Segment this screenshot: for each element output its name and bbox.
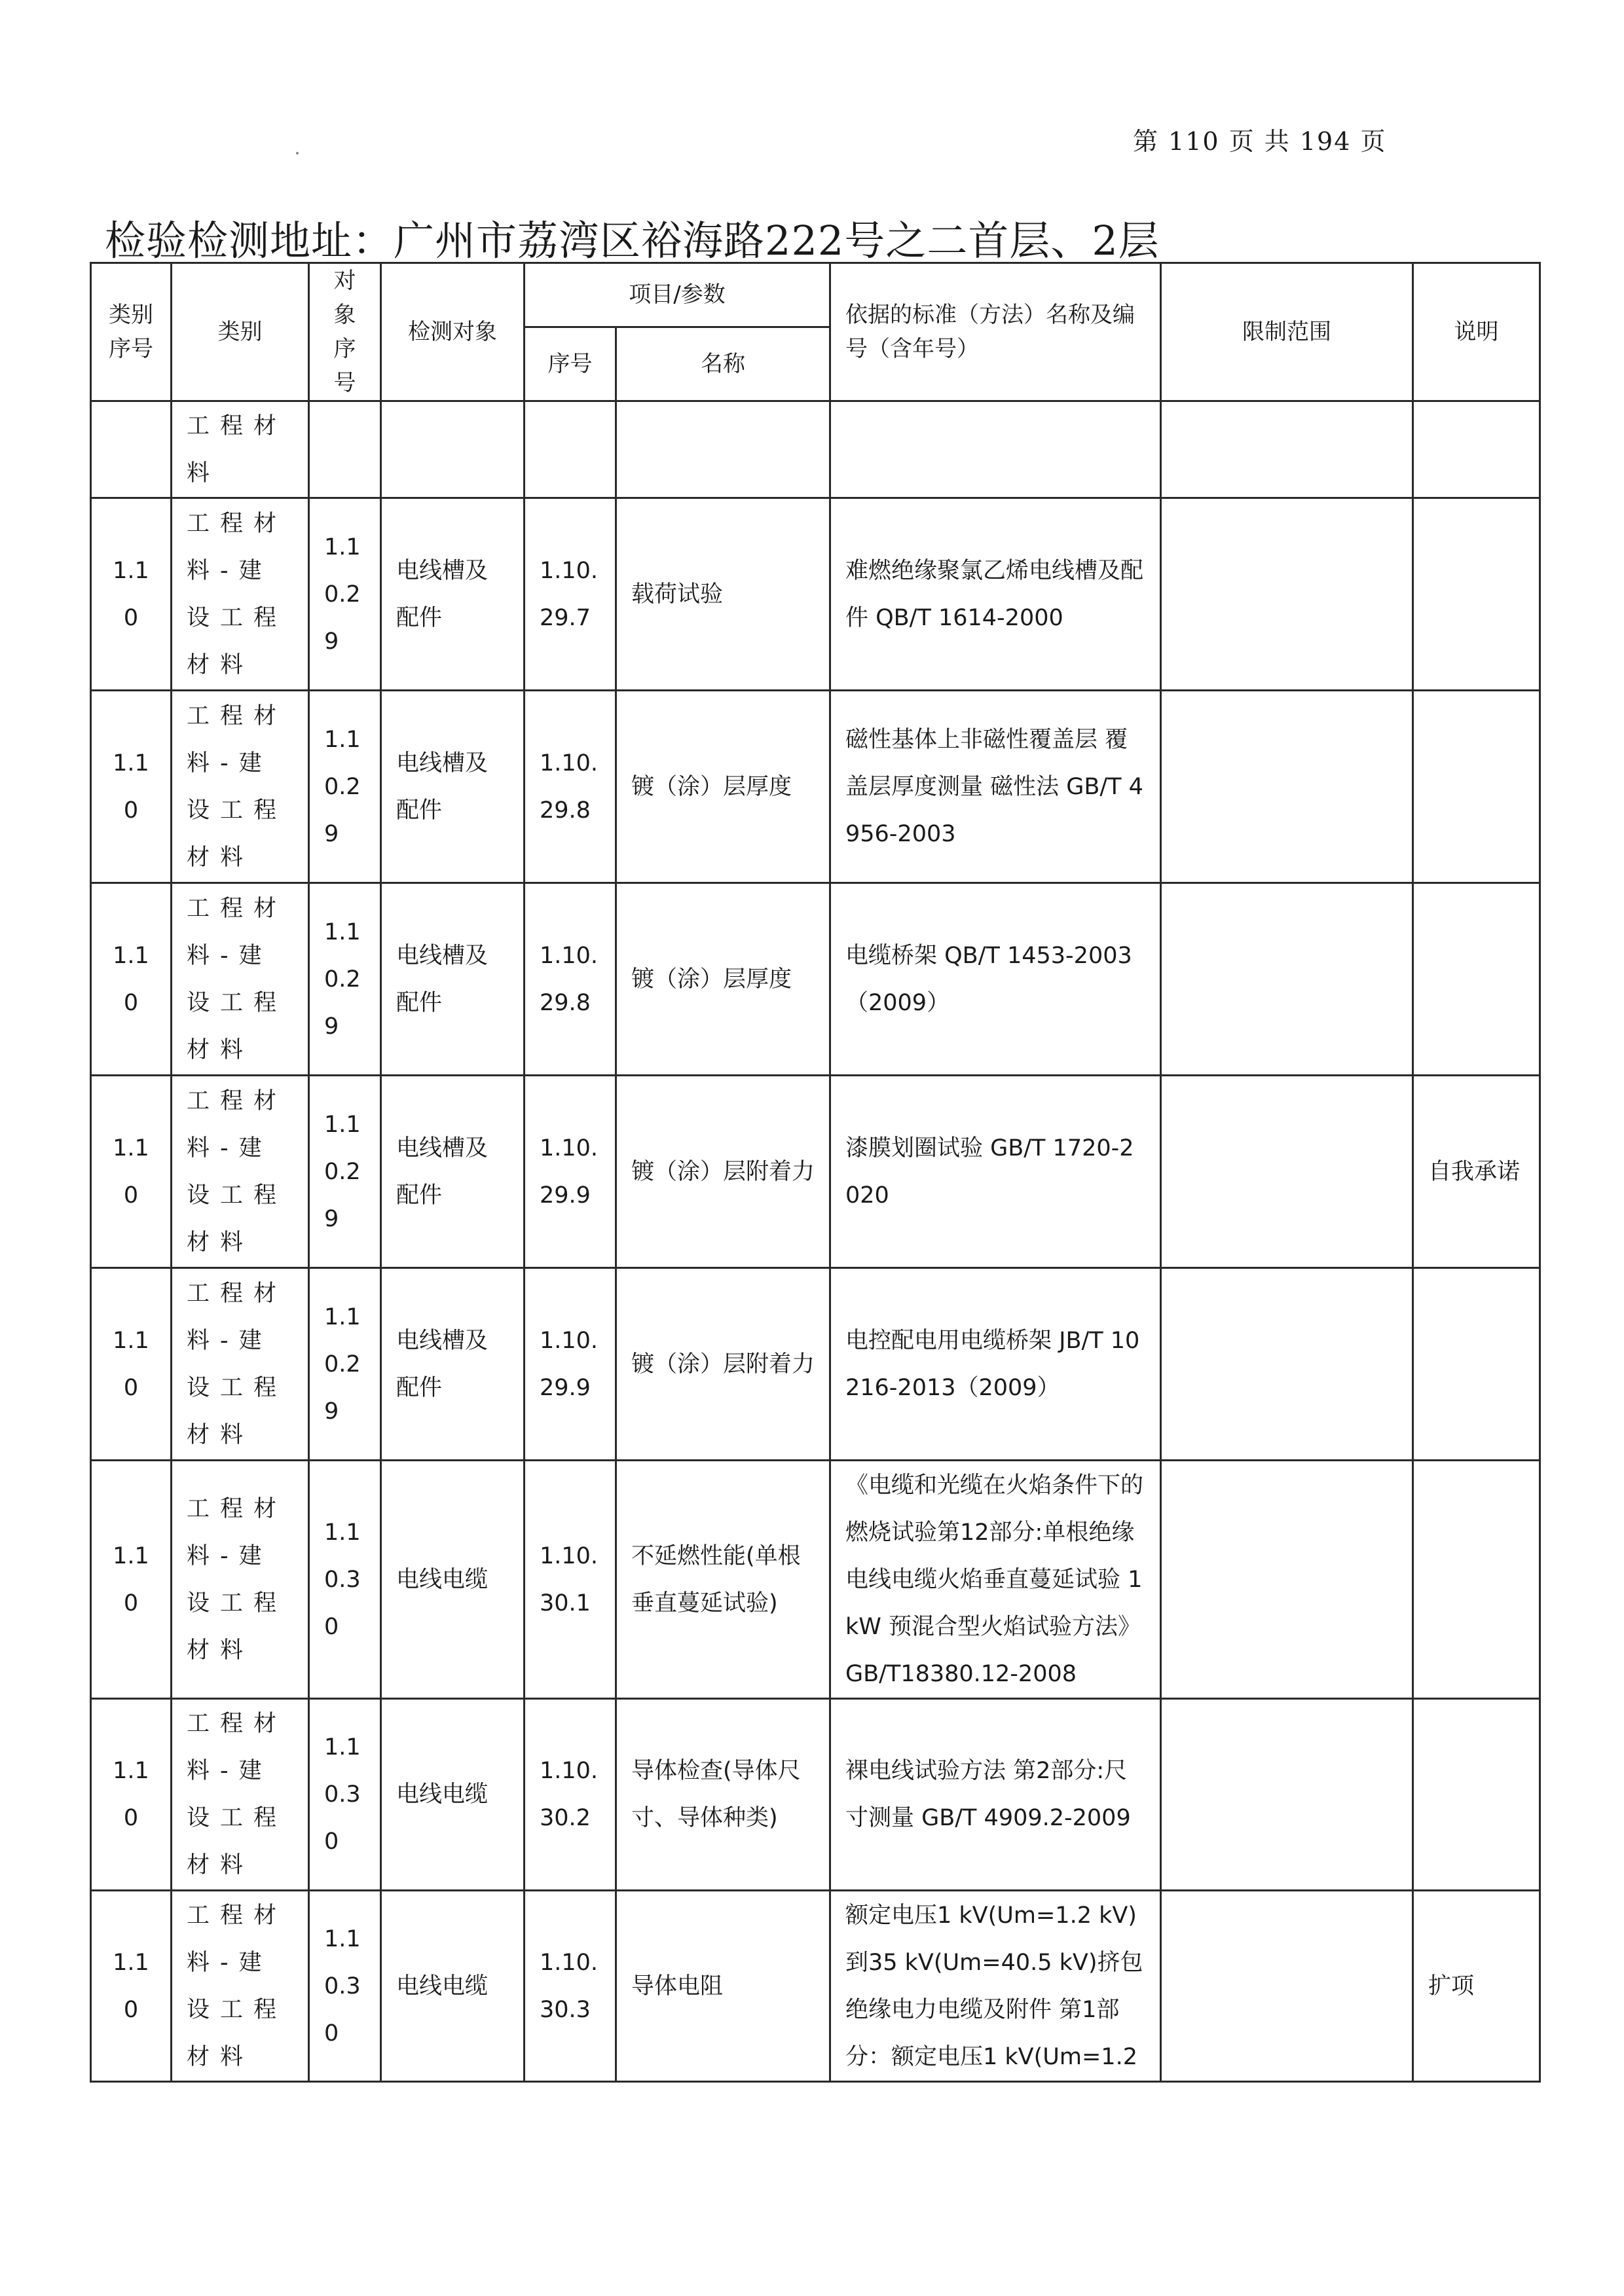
table-row: [91, 883, 1540, 1076]
table-row: [91, 401, 1540, 498]
header-cat-no: 类别序号: [91, 263, 172, 401]
header-note: 说明: [1413, 263, 1540, 401]
table-row: [91, 1461, 1540, 1699]
cell-note: [1413, 1268, 1540, 1461]
cell-limit: [1161, 401, 1413, 498]
cell-object: 电线槽及配件: [381, 1076, 525, 1268]
cell-object: [381, 401, 525, 498]
header-param-group: 项目/参数: [525, 263, 830, 327]
cell-obj-no: 1.10.30: [309, 1699, 381, 1891]
cell-cat-no: 1.10: [91, 1076, 172, 1268]
cell-param-no: [525, 401, 616, 498]
cell-obj-no: 1.10.29: [309, 498, 381, 691]
cell-category: 工程材料-建设工程材料: [172, 1891, 309, 2082]
cell-param-no: 1.10.29.7: [525, 498, 616, 691]
cell-note: [1413, 498, 1540, 691]
address-title: 检验检测地址：广州市荔湾区裕海路222号之二首层、2层: [105, 217, 1160, 264]
cell-standard: 裸电线试验方法 第2部分:尺寸测量 GB/T 4909.2-2009: [830, 1699, 1161, 1891]
cell-param-no: 1.10.29.8: [525, 691, 616, 883]
table-row: [91, 1891, 1540, 2082]
cell-obj-no: 1.10.29: [309, 1076, 381, 1268]
cell-obj-no: 1.10.30: [309, 1461, 381, 1699]
cell-category: 工程材料-建设工程材料: [172, 1461, 309, 1699]
cell-cat-no: 1.10: [91, 498, 172, 691]
cell-standard: 磁性基体上非磁性覆盖层 覆盖层厚度测量 磁性法 GB/T 4956-2003: [830, 691, 1161, 883]
cell-category: 工程材料-建设工程材料: [172, 1268, 309, 1461]
cell-param-name: 镀（涂）层附着力: [616, 1076, 830, 1268]
page-number: 第 110 页 共 194 页: [1133, 127, 1387, 156]
cell-note: [1413, 401, 1540, 498]
cell-standard: [830, 401, 1161, 498]
cell-standard: 漆膜划圈试验 GB/T 1720-2020: [830, 1076, 1161, 1268]
cell-param-name: 导体电阻: [616, 1891, 830, 2082]
cell-cat-no: 1.10: [91, 1268, 172, 1461]
cell-param-no: 1.10.29.9: [525, 1268, 616, 1461]
cell-param-name: 镀（涂）层厚度: [616, 883, 830, 1076]
table-row: [91, 1076, 1540, 1268]
cell-note: [1413, 1699, 1540, 1891]
cell-obj-no: 1.10.30: [309, 1891, 381, 2082]
cell-object: 电线槽及配件: [381, 498, 525, 691]
cell-category: 工程材料: [172, 401, 309, 498]
cell-note: [1413, 883, 1540, 1076]
cell-limit: [1161, 498, 1413, 691]
cell-param-no: 1.10.30.2: [525, 1699, 616, 1891]
cell-param-no: 1.10.29.9: [525, 1076, 616, 1268]
cell-object: 电线电缆: [381, 1699, 525, 1891]
cell-category: 工程材料-建设工程材料: [172, 883, 309, 1076]
cell-param-name: [616, 401, 830, 498]
cell-limit: [1161, 1461, 1413, 1699]
cell-limit: [1161, 1699, 1413, 1891]
cell-note: [1413, 1461, 1540, 1699]
cell-cat-no: 1.10: [91, 1699, 172, 1891]
cell-standard: 电缆桥架 QB/T 1453-2003（2009）: [830, 883, 1161, 1076]
cell-standard: 难燃绝缘聚氯乙烯电线槽及配件 QB/T 1614-2000: [830, 498, 1161, 691]
cell-obj-no: 1.10.29: [309, 1268, 381, 1461]
cell-limit: [1161, 1891, 1413, 2082]
cell-standard: 电控配电用电缆桥架 JB/T 10216-2013（2009）: [830, 1268, 1161, 1461]
header-row-1: [91, 263, 1540, 327]
cell-cat-no: 1.10: [91, 1891, 172, 2082]
cell-cat-no: [91, 401, 172, 498]
cell-note: [1413, 691, 1540, 883]
cell-standard: 额定电压1 kV(Um=1.2 kV)到35 kV(Um=40.5 kV)挤包绝缘电力电缆及附件 第1部分：额定电压1 kV(Um=1.2: [830, 1891, 1161, 2082]
cell-obj-no: [309, 401, 381, 498]
cell-category: 工程材料-建设工程材料: [172, 1076, 309, 1268]
cell-category: 工程材料-建设工程材料: [172, 498, 309, 691]
header-param-no: 序号: [525, 327, 616, 401]
cell-param-name: 镀（涂）层附着力: [616, 1268, 830, 1461]
cell-limit: [1161, 883, 1413, 1076]
table-row: [91, 1699, 1540, 1891]
cell-obj-no: 1.10.29: [309, 691, 381, 883]
cell-category: 工程材料-建设工程材料: [172, 1699, 309, 1891]
cell-limit: [1161, 691, 1413, 883]
table-row: [91, 498, 1540, 691]
cell-standard: 《电缆和光缆在火焰条件下的燃烧试验第12部分:单根绝缘电线电缆火焰垂直蔓延试验 1kW 预混合型火焰试验方法》GB/T18380.12-2008: [830, 1461, 1161, 1699]
cell-cat-no: 1.10: [91, 691, 172, 883]
cell-param-name: 镀（涂）层厚度: [616, 691, 830, 883]
cell-param-no: 1.10.30.1: [525, 1461, 616, 1699]
cell-note: 自我承诺: [1413, 1076, 1540, 1268]
cell-object: 电线槽及配件: [381, 883, 525, 1076]
scan-speck: [296, 152, 299, 155]
cell-limit: [1161, 1076, 1413, 1268]
header-obj-no: 对象序号: [309, 263, 381, 401]
cell-object: 电线电缆: [381, 1891, 525, 2082]
cell-object: 电线槽及配件: [381, 1268, 525, 1461]
header-param-name: 名称: [616, 327, 830, 401]
cell-object: 电线槽及配件: [381, 691, 525, 883]
cell-cat-no: 1.10: [91, 883, 172, 1076]
scope-table: [90, 262, 1541, 2083]
cell-param-name: 不延燃性能(单根垂直蔓延试验): [616, 1461, 830, 1699]
cell-cat-no: 1.10: [91, 1461, 172, 1699]
header-limit: 限制范围: [1161, 263, 1413, 401]
header-standard: 依据的标准（方法）名称及编号（含年号）: [830, 263, 1161, 401]
cell-category: 工程材料-建设工程材料: [172, 691, 309, 883]
table-row: [91, 691, 1540, 883]
table-row: [91, 1268, 1540, 1461]
cell-param-name: 载荷试验: [616, 498, 830, 691]
cell-obj-no: 1.10.29: [309, 883, 381, 1076]
cell-param-no: 1.10.29.8: [525, 883, 616, 1076]
cell-object: 电线电缆: [381, 1461, 525, 1699]
cell-param-name: 导体检查(导体尺寸、导体种类): [616, 1699, 830, 1891]
cell-param-no: 1.10.30.3: [525, 1891, 616, 2082]
cell-note: 扩项: [1413, 1891, 1540, 2082]
cell-limit: [1161, 1268, 1413, 1461]
header-object: 检测对象: [381, 263, 525, 401]
header-category: 类别: [172, 263, 309, 401]
